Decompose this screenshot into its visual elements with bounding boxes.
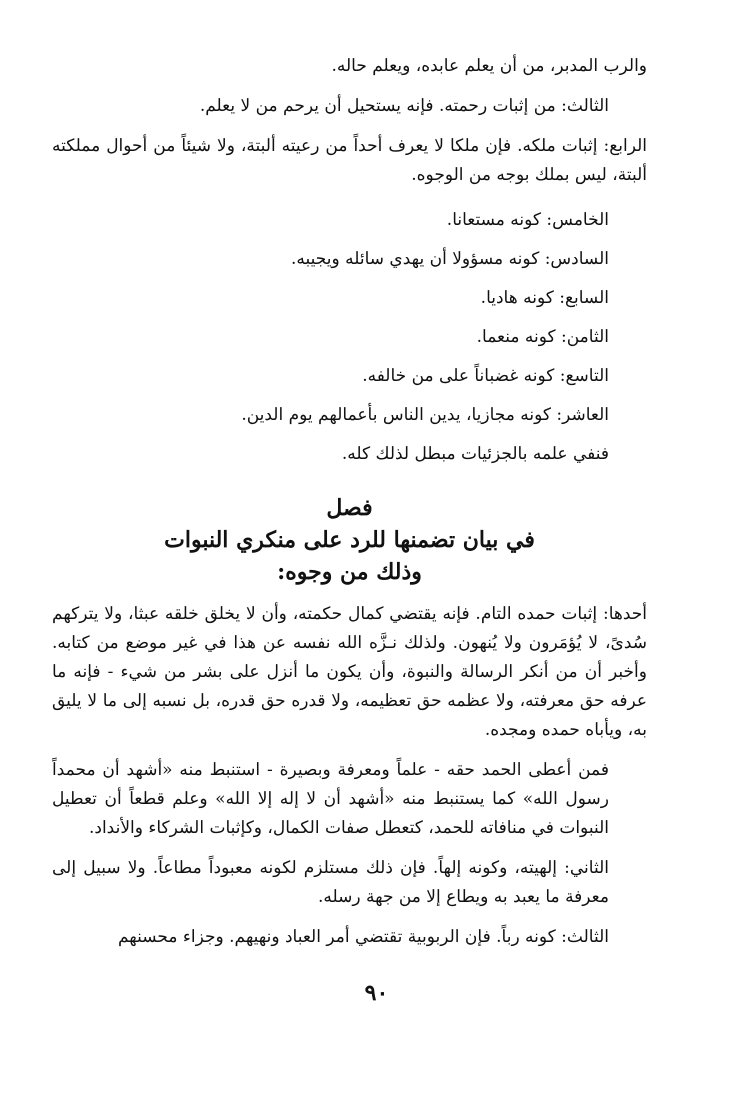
conclusion-line: فنفي علمه بالجزئيات مبطل لذلك كله. (341, 444, 609, 464)
section-intro: وذلك من وجوه: (277, 559, 422, 585)
point-third-mercy: الثالث: من إثبات رحمته. فإنه يستحيل أن يرحم من لا يعلم. (199, 96, 609, 116)
point-eighth: الثامن: كونه منعما. (476, 327, 609, 347)
aspect-third: الثالث: كونه رباً. فإن الربوبية تقتضي أمر العباد ونهيهم. وجزاء محسنهم (117, 927, 609, 947)
page-number: ٩٠ (364, 980, 389, 1006)
point-sixth: السادس: كونه مسؤولا أن يهدي سائله ويجيبه. (291, 249, 609, 269)
aspect-first-continued: فمن أعطى الحمد حقه - علماً ومعرفة وبصيرة - استنبط منه «أشهد أن محمداً رسول الله» كما يستنبط منه «أشهد أن لا إله إلا الله» وعلم قطعاً أن تعطيل النبوات في منافاته للحمد، كتعطل صفات الكمال، وكإثبات الشركاء والأنداد. (52, 760, 609, 838)
points-list (52, 201, 647, 474)
point-fifth: الخامس: كونه مستعانا. (446, 210, 609, 230)
aspect-first: أحدها: إثبات حمده التام. فإنه يقتضي كمال حكمته، وأن لا يخلق خلقه عبثا، ولا يتركهم سُدىً، لا يُؤمَرون ولا يُنهون. ولذلك نـزَّه الله نفسه عن هذا في غير موضع من كتابه. وأخبر أن من أنكر الرسالة والنبوة، وأن يكون ما أنزل على بشر من شيء - فإنه ما عرفه حق معرفته، ولا عظمه حق تعظيمه، ولا قدره حق قدره، بل نسبه إلى ما لا يليق به، ويأباه حمده ومجده. (52, 604, 647, 740)
page-content (52, 52, 647, 963)
aspect-second: الثاني: إلهيته، وكونه إلهاً. فإن ذلك مستلزم لكونه معبوداً مطاعاً. ولا سبيل إلى معرفة ما يعبد به ويطاع إلا من جهة رسله. (52, 858, 609, 907)
section-subtitle: في بيان تضمنها للرد على منكري النبوات (164, 527, 535, 553)
continuation-line: والرب المدبر، من أن يعلم عابده، ويعلم حاله. (331, 56, 647, 76)
point-ninth: التاسع: كونه غضباناً على من خالفه. (362, 366, 609, 386)
section-title: فصل (326, 495, 373, 521)
point-seventh: السابع: كونه هاديا. (480, 288, 609, 308)
point-tenth: العاشر: كونه مجازيا، يدين الناس بأعمالهم يوم الدين. (241, 405, 609, 425)
section-gap (52, 474, 647, 488)
point-fourth-kingship: الرابع: إثبات ملكه. فإن ملكا لا يعرف أحداً من رعيته ألبتة، ولا شيئاً من أحوال مملكته ألبتة، ليس بملك بوجه من الوجوه. (52, 136, 647, 185)
